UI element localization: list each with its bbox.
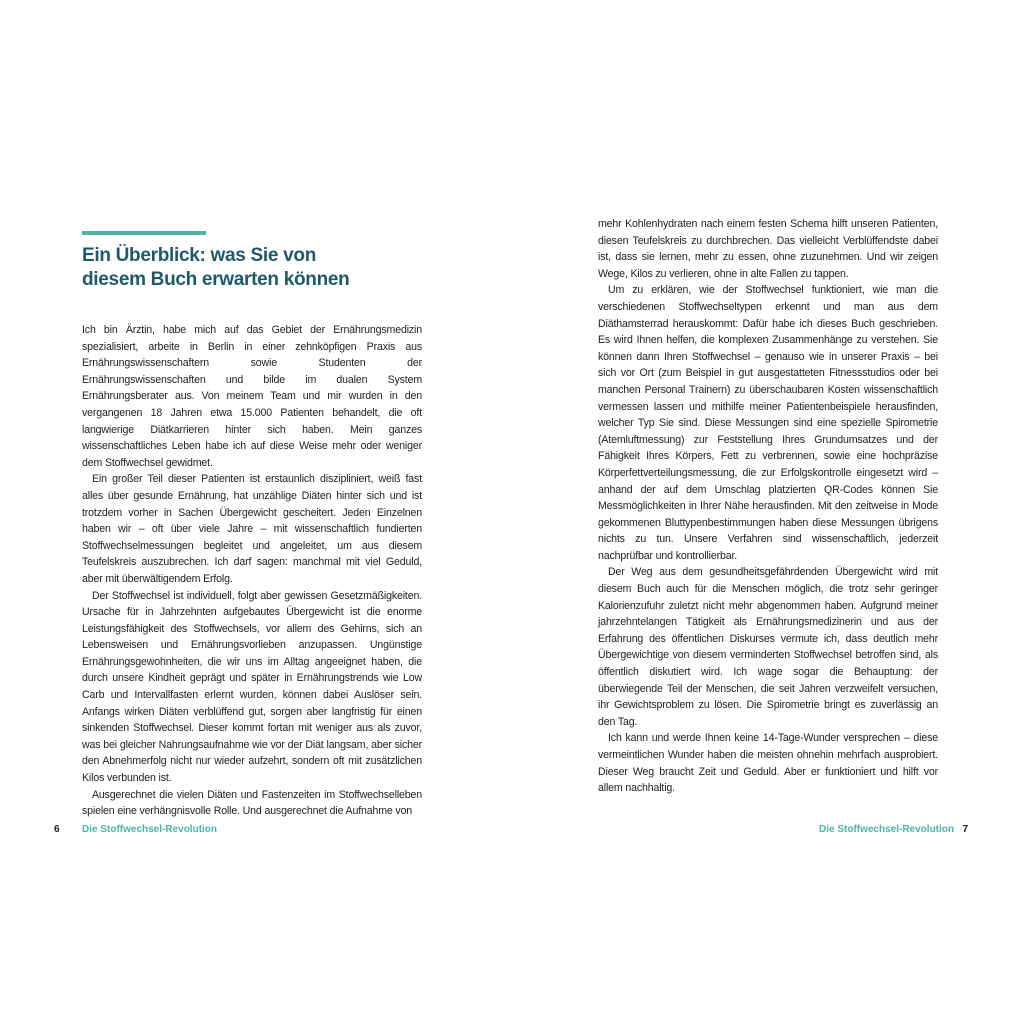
running-footer-title: Die Stoffwechsel-Revolution (818, 824, 954, 835)
chapter-heading (82, 244, 422, 292)
paragraph: Ein großer Teil dieser Patienten ist erstaunlich diszipliniert, weiß fast alles über gesunde Ernährung, hat unzählige Diäten hinter sich und ist trotzdem vorher in Sachen Übergewicht gescheitert. Jeden Einzelnen haben wir – oft über viele Jahre – mit wissenschaftlich fundierten Stoffwechselmessungen begleitet und angeleitet, um aus diesem Teufelskreis auszubrechen. Ich darf sagen: manchmal mit viel Geduld, aber mit überwältigendem Erfolg. (82, 473, 422, 585)
left-text-column (82, 322, 422, 820)
paragraph: Um zu erklären, wie der Stoffwechsel funktioniert, wie man die verschiedenen Stoffwechseltypen erkennt und man aus dem Diäthamsterrad herauskommt: Dafür habe ich dieses Buch geschrieben. Es wird Ihnen helfen, die komplexen Zusammenhänge zu verstehen. Sie können dann Ihren Stoffwechsel – genauso wie in unserer Praxis – bei sich vor Ort (zum Beispiel in gut ausgestatteten Fitnessstudios oder bei manchen Personal Trainern) zu überschaubaren Kosten wissenschaftlich vermessen lassen und mithilfe meiner Patientenbeispiele herausfinden, welcher Typ Sie sind. Diese Messungen sind eine spezielle Spirometrie (Atemluftmessung) zur Feststellung Ihres Grundumsatzes und der Fähigkeit Ihres Körpers, Fett zu verbrennen, sowie eine hochpräzise Körperfettverteilungsmessung, die zur Erfolgskontrolle eingesetzt wird – anhand der auf dem Umschlag platzierten QR-Codes können Sie Messmöglichkeiten in Ihrer Nähe herausfinden. Mit den zeitweise in Mode gekommenen Bluttypenbestimmungen haben diese Messungen übrigens nichts zu tun. Unsere Verfahren sind wissenschaftlich, jederzeit nachprüfbar und kontrollierbar. (598, 284, 938, 562)
chapter-heading-line: diesem Buch erwarten können (82, 269, 350, 290)
right-page (512, 0, 1024, 1024)
paragraph: mehr Kohlenhydraten nach einem festen Schema hilft unseren Patienten, diesen Teufelskreis zu durchbrechen. Das vielleicht Verblüffendste dabei ist, dass sie lernen, mehr zu essen, ohne zuzunehmen. Und wir zeigen Wege, Kilos zu verlieren, ohne in alte Fallen zu tappen. (598, 218, 938, 280)
paragraph: Der Weg aus dem gesundheitsgefährdenden Übergewicht wird mit diesem Buch auch für die Menschen möglich, die trotz sehr geringer Kalorienzufuhr zuletzt nicht mehr abgenommen haben. Aufgrund meiner jahrzehntelangen Tätigkeit als Ernährungsmedizinerin und aus der Erfahrung des öffentlichen Diskurses vermute ich, dass deutlich mehr Übergewichtige von diesem verminderten Stoffwechsel betroffen sind, als öffentlich diskutiert wird. Ich wage sogar die Behauptung: der überwiegende Teil der Menschen, die seit Jahren verzweifelt versuchen, ihr Gewichtsproblem zu lösen. Die Spirometrie bringt es zuverlässig an den Tag. (598, 566, 938, 728)
chapter-heading-line: Ein Überblick: was Sie von (82, 245, 316, 266)
paragraph: Ich kann und werde Ihnen keine 14-Tage-Wunder versprechen – diese vermeintlichen Wunder haben die meisten ohnehin mehrfach ausprobiert. Dieser Weg braucht Zeit und Geduld. Aber er funktioniert und hilft vor allem nachhaltig. (598, 732, 938, 795)
paragraph: Der Stoffwechsel ist individuell, folgt aber gewissen Gesetzmäßigkeiten. Ursache für in Jahrzehnten aufgebautes Übergewicht ist die enorme Leistungsfähigkeit des Stoffwechsels, vor allem des Gehirns, sich an Lebensweisen und Ernährungsvorlieben anzupassen. Ungünstige Ernährungsgewohnheiten, die wir uns im Alltag angeeignet haben, die durch unsere Kindheit geprägt und später in Ernährungstrends wie Low Carb und Intervallfasten erlernt wurden, können dabei Auslöser sein. Anfangs wirken Diäten verblüffend gut, sorgen aber langfristig für einen sinkenden Stoffwechsel. Dieser kommt fortan mit weniger aus als zuvor, was bei gleicher Nahrungsaufnahme wie vor der Diät langsam, aber sicher den Abnehmerfolg nicht nur wieder aufzehrt, sondern oft mit zusätzlichen Kilos verbunden ist. (82, 589, 422, 785)
running-footer-title: Die Stoffwechsel-Revolution (82, 824, 218, 835)
page-number: 6 (54, 824, 60, 835)
paragraph: Ich bin Ärztin, habe mich auf das Gebiet der Ernährungsmedizin spezialisiert, arbeite in Berlin in einer zehnköpfigen Praxis aus Ernährungswissenschaftern sowie Studenten der Ernährungswissenschaften und bilde im dualen System Ernährungsberater aus. Von meinem Team und mir wurden in den vergangenen 18 Jahren etwa 15.000 Patienten behandelt, die oft langwierige Diätkarrieren hinter sich haben. Mein ganzes wissenschaftliches Leben habe ich auf diese Weise mehr oder weniger dem Stoffwechsel gewidmet. (82, 324, 422, 469)
right-text-column (598, 216, 938, 797)
page-number: 7 (962, 824, 968, 835)
paragraph: Ausgerechnet die vielen Diäten und Fastenzeiten im Stoffwechselleben spielen eine verhängnisvolle Rolle. Und ausgerechnet die Aufnahme von (82, 788, 422, 818)
heading-accent-bar (82, 231, 206, 235)
